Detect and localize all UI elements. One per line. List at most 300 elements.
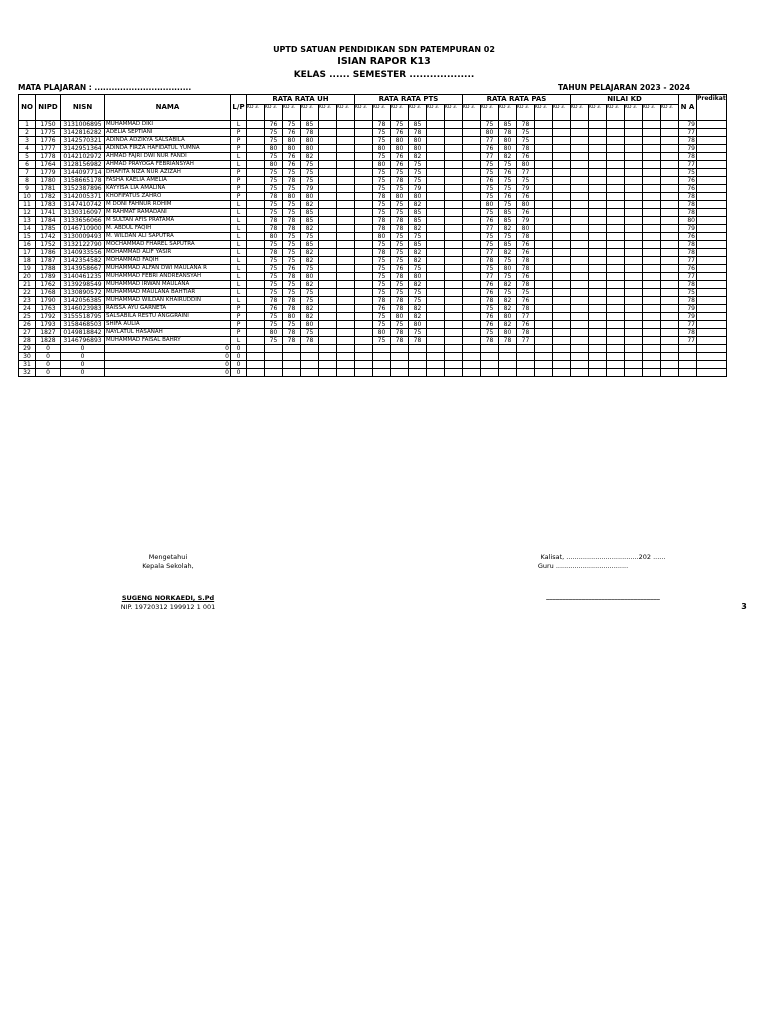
row-score-pts: 75 [373,201,391,209]
row-empty-cell [373,345,391,353]
row-empty-cell [391,353,409,361]
row-nipd: 1784 [36,217,61,225]
row-empty-cell [337,201,355,209]
row-nisn: 3142005371 [61,193,105,201]
row-empty-cell [643,361,661,369]
row-empty-cell [247,305,265,313]
row-empty-cell [445,217,463,225]
row-nisn: 3144097714 [61,169,105,177]
row-empty-cell [535,281,553,289]
row-empty-cell [319,361,337,369]
row-nilai-kd-cell [607,233,625,241]
row-nilai-kd-cell [589,193,607,201]
row-nipd: 1780 [36,177,61,185]
row-empty-cell [535,193,553,201]
row-nama: SALSABILA RESTU ANGGRAINI [105,313,231,321]
row-score-pts: 78 [391,217,409,225]
row-empty-cell [445,353,463,361]
row-score-uh: 80 [283,145,301,153]
row-nilai-kd-cell [625,137,643,145]
principal-name: SUGENG NORKAEDI, S.Pd [121,594,215,602]
row-empty-cell [337,249,355,257]
row-nipd: 1776 [36,137,61,145]
row-score-pts: 85 [409,241,427,249]
row-empty-cell [337,369,355,377]
row-empty-cell [535,313,553,321]
row-empty-cell [445,273,463,281]
row-empty-cell [427,337,445,345]
row-score-uh: 75 [265,185,283,193]
row-score-pts: 78 [391,225,409,233]
table-row [19,193,727,201]
row-empty-cell [553,281,571,289]
row-score-uh: 78 [283,217,301,225]
row-nilai-kd-cell [571,145,589,153]
row-nilai-kd-cell [589,313,607,321]
row-predikat [697,329,727,337]
row-empty-cell [553,329,571,337]
row-score-pas: 75 [517,177,535,185]
row-empty-cell [247,129,265,137]
row-predikat [697,169,727,177]
table-row [19,289,727,297]
row-empty-cell [589,361,607,369]
row-empty-cell [319,345,337,353]
row-empty-cell [535,337,553,345]
row-predikat [697,305,727,313]
row-score-uh: 75 [301,177,319,185]
row-empty-cell [355,209,373,217]
row-nisn: 0 [61,345,105,353]
row-empty-cell [319,257,337,265]
row-score-uh: 78 [265,249,283,257]
row-score-pas: 78 [517,257,535,265]
row-no: 30 [19,353,36,361]
row-score-pts: 75 [391,233,409,241]
row-na: 79 [679,145,697,153]
kd-subheader: KD 3. [301,105,319,121]
row-empty-cell [463,153,481,161]
row-nilai-kd-cell [643,161,661,169]
row-empty-cell [679,361,697,369]
row-empty-cell [679,345,697,353]
row-nama: FASHA KAELIA AMELIA [105,177,231,185]
row-no: 17 [19,249,36,257]
row-nilai-kd-cell [607,257,625,265]
row-nilai-kd-cell [589,249,607,257]
row-score-uh: 75 [283,321,301,329]
row-score-pts: 79 [409,185,427,193]
row-score-pas: 76 [481,281,499,289]
row-nipd: 0 [36,369,61,377]
kd-subheader: KD 3. [445,105,463,121]
row-empty-cell [553,289,571,297]
col-nipd: NIPD [36,95,61,121]
row-score-uh: 80 [265,161,283,169]
table-row [19,305,727,313]
row-score-pts: 75 [373,177,391,185]
row-empty-cell [247,345,265,353]
row-score-pts: 75 [409,297,427,305]
row-nilai-kd-cell [607,177,625,185]
row-nilai-kd-cell [661,169,679,177]
row-empty-cell [337,209,355,217]
row-empty-cell [463,225,481,233]
row-predikat [697,297,727,305]
row-nama: M RAHMAT RAMADANI [105,209,231,217]
row-empty-cell [319,305,337,313]
row-score-pas: 75 [499,161,517,169]
row-empty-cell [499,369,517,377]
row-score-uh: 75 [265,265,283,273]
row-nilai-kd-cell [661,273,679,281]
row-empty-cell [643,353,661,361]
row-score-pts: 75 [409,329,427,337]
row-nilai-kd-cell [625,193,643,201]
row-empty-cell [337,345,355,353]
table-row [19,129,727,137]
row-score-uh: 85 [301,217,319,225]
row-nama: AHMAD PRAYOGA FEBRIANSYAH [105,161,231,169]
row-nilai-kd-cell [571,273,589,281]
table-row [19,177,727,185]
row-nama: 0 [105,345,231,353]
row-nilai-kd-cell [607,305,625,313]
row-empty-cell [535,249,553,257]
row-empty-cell [517,361,535,369]
row-empty-cell [643,369,661,377]
row-nilai-kd-cell [643,241,661,249]
row-nilai-kd-cell [643,225,661,233]
row-empty-cell [697,361,727,369]
row-nisn: 3152387896 [61,185,105,193]
row-empty-cell [319,161,337,169]
kd-subheader: KD 3. [499,105,517,121]
acknowledged-label: Mengetahui [148,553,188,561]
row-score-pas: 76 [517,193,535,201]
row-empty-cell [499,361,517,369]
row-empty-cell [319,193,337,201]
row-empty-cell [553,193,571,201]
row-nilai-kd-cell [661,129,679,137]
row-score-pts: 78 [373,217,391,225]
col-nama: NAMA [105,95,231,121]
row-nilai-kd-cell [589,129,607,137]
row-empty-cell [247,273,265,281]
row-empty-cell [319,289,337,297]
row-empty-cell [463,273,481,281]
row-score-pts: 85 [409,121,427,129]
row-nama: 0 [105,361,231,369]
row-na: 76 [679,233,697,241]
row-empty-cell [625,369,643,377]
row-lp: P [231,129,247,137]
row-nilai-kd-cell [661,257,679,265]
row-empty-cell [355,361,373,369]
row-no: 32 [19,369,36,377]
row-empty-cell [535,177,553,185]
row-empty-cell [337,145,355,153]
row-score-uh: 76 [265,121,283,129]
row-empty-cell [337,337,355,345]
row-lp: L [231,289,247,297]
row-predikat [697,281,727,289]
row-nipd: 1783 [36,201,61,209]
row-empty-cell [337,281,355,289]
table-row [19,153,727,161]
row-nilai-kd-cell [643,273,661,281]
row-score-pas: 80 [499,137,517,145]
row-score-pas: 85 [499,241,517,249]
row-empty-cell [553,161,571,169]
row-nipd: 1782 [36,193,61,201]
row-score-pts: 78 [391,337,409,345]
row-empty-cell [463,329,481,337]
row-score-uh: 75 [265,281,283,289]
row-score-pas: 75 [517,289,535,297]
row-score-uh: 75 [265,289,283,297]
row-nilai-kd-cell [589,169,607,177]
row-nilai-kd-cell [571,201,589,209]
row-predikat [697,145,727,153]
row-empty-cell [535,361,553,369]
row-score-pts: 82 [409,313,427,321]
row-empty-cell [373,369,391,377]
row-empty-cell [463,241,481,249]
row-score-pas: 78 [517,121,535,129]
row-nilai-kd-cell [625,161,643,169]
class-semester-line: KELAS ...... SEMESTER ................... [293,70,475,80]
row-empty-cell [463,137,481,145]
row-empty-cell [427,289,445,297]
row-na: 79 [679,313,697,321]
place-date: Kalisat, ...................................202 ...... [540,553,666,561]
row-lp: L [231,225,247,233]
row-score-pts: 85 [409,217,427,225]
row-empty-cell [301,345,319,353]
row-empty-cell [427,129,445,137]
row-score-pas: 75 [481,329,499,337]
row-empty-cell [463,249,481,257]
row-nama: DHAFITA NIZA NUR AZIZAH [105,169,231,177]
row-score-uh: 75 [265,129,283,137]
row-empty-cell [463,201,481,209]
table-row [19,313,727,321]
row-no: 12 [19,209,36,217]
row-score-uh: 80 [283,193,301,201]
row-na: 78 [679,329,697,337]
row-empty-cell [247,369,265,377]
row-lp: L [231,337,247,345]
row-nilai-kd-cell [589,297,607,305]
row-score-pts: 78 [391,329,409,337]
row-nisn: 3133656066 [61,217,105,225]
row-score-uh: 85 [301,209,319,217]
row-empty-cell [427,329,445,337]
row-empty-cell [445,321,463,329]
row-nisn: 3130316097 [61,209,105,217]
row-predikat [697,321,727,329]
row-empty-cell [247,201,265,209]
row-score-uh: 75 [265,153,283,161]
table-row [19,185,727,193]
row-empty-cell [319,273,337,281]
row-no: 24 [19,305,36,313]
row-na: 78 [679,137,697,145]
row-score-pts: 75 [373,169,391,177]
row-empty-cell [517,345,535,353]
row-nilai-kd-cell [643,297,661,305]
row-nama: MUHAMMAD DIKI [105,121,231,129]
row-nilai-kd-cell [661,185,679,193]
row-no: 22 [19,289,36,297]
row-score-pas: 76 [481,145,499,153]
row-empty-cell [355,369,373,377]
row-empty-cell [427,169,445,177]
row-empty-cell [301,361,319,369]
row-na: 79 [679,121,697,129]
row-empty-cell [337,217,355,225]
row-nama: MUHAMMAD MAULANA BAHTIAR [105,289,231,297]
table-row [19,169,727,177]
row-empty-cell [247,353,265,361]
row-score-pas: 77 [481,137,499,145]
row-predikat [697,233,727,241]
row-nipd: 1789 [36,273,61,281]
row-no: 7 [19,169,36,177]
row-empty-cell [247,249,265,257]
row-empty-cell [319,313,337,321]
row-score-pts: 78 [391,305,409,313]
row-nilai-kd-cell [571,225,589,233]
row-nipd: 1763 [36,305,61,313]
row-empty-cell [355,185,373,193]
row-score-pas: 78 [517,265,535,273]
table-row [19,361,727,369]
row-na: 76 [679,185,697,193]
row-score-pas: 76 [517,249,535,257]
row-score-uh: 82 [301,249,319,257]
row-empty-cell [247,297,265,305]
row-score-pts: 78 [373,225,391,233]
row-nama: MOCHAMMAD FHAREL SAPUTRA [105,241,231,249]
row-nilai-kd-cell [589,337,607,345]
row-empty-cell [247,161,265,169]
row-empty-cell [355,313,373,321]
row-score-pts: 75 [391,257,409,265]
row-lp: 0 [231,345,247,353]
row-nilai-kd-cell [589,329,607,337]
row-nilai-kd-cell [571,321,589,329]
row-nilai-kd-cell [571,193,589,201]
row-nilai-kd-cell [589,177,607,185]
row-empty-cell [553,145,571,153]
row-empty-cell [445,249,463,257]
row-empty-cell [319,121,337,129]
row-empty-cell [445,313,463,321]
row-lp: P [231,137,247,145]
row-score-pts: 76 [373,305,391,313]
row-empty-cell [463,121,481,129]
row-na: 77 [679,337,697,345]
row-score-uh: 80 [301,321,319,329]
row-empty-cell [499,353,517,361]
row-empty-cell [355,353,373,361]
row-no: 11 [19,201,36,209]
row-nipd: 1768 [36,289,61,297]
row-score-pts: 75 [409,177,427,185]
row-score-pas: 80 [499,265,517,273]
row-lp: P [231,313,247,321]
row-score-pts: 85 [409,209,427,217]
row-empty-cell [535,201,553,209]
row-nilai-kd-cell [661,313,679,321]
row-score-pas: 80 [499,313,517,321]
row-score-pas: 78 [481,257,499,265]
row-nilai-kd-cell [607,137,625,145]
row-nilai-kd-cell [571,209,589,217]
row-empty-cell [427,225,445,233]
row-score-pts: 78 [373,297,391,305]
row-na: 78 [679,241,697,249]
row-nilai-kd-cell [643,265,661,273]
row-nilai-kd-cell [625,273,643,281]
row-empty-cell [553,209,571,217]
row-score-uh: 75 [301,329,319,337]
row-empty-cell [463,177,481,185]
row-nilai-kd-cell [589,321,607,329]
row-nilai-kd-cell [661,193,679,201]
row-score-uh: 82 [301,257,319,265]
row-score-pts: 75 [391,321,409,329]
row-predikat [697,161,727,169]
row-score-uh: 78 [265,297,283,305]
row-nilai-kd-cell [607,217,625,225]
row-empty-cell [409,353,427,361]
row-score-uh: 82 [301,201,319,209]
row-score-pas: 75 [517,129,535,137]
row-score-uh: 80 [265,233,283,241]
row-score-pas: 76 [481,313,499,321]
row-nilai-kd-cell [661,321,679,329]
table-row [19,265,727,273]
row-nilai-kd-cell [607,185,625,193]
row-score-pts: 80 [373,329,391,337]
row-score-pts: 75 [391,289,409,297]
row-empty-cell [535,153,553,161]
row-empty-cell [355,241,373,249]
row-empty-cell [535,233,553,241]
row-score-pts: 80 [391,193,409,201]
row-empty-cell [445,201,463,209]
academic-year: TAHUN PELAJARAN 2023 - 2024 [558,83,690,92]
row-empty-cell [445,185,463,193]
row-empty-cell [445,153,463,161]
row-empty-cell [247,121,265,129]
row-empty-cell [355,137,373,145]
row-lp: L [231,201,247,209]
row-nisn: 3140933556 [61,249,105,257]
row-nilai-kd-cell [643,153,661,161]
row-empty-cell [445,225,463,233]
row-nilai-kd-cell [643,281,661,289]
row-score-pas: 75 [481,241,499,249]
row-nilai-kd-cell [643,217,661,225]
row-empty-cell [571,369,589,377]
row-empty-cell [427,241,445,249]
row-nama: MUHAMMAD WILDAN KHAIRUDDIN [105,297,231,305]
row-no: 18 [19,257,36,265]
